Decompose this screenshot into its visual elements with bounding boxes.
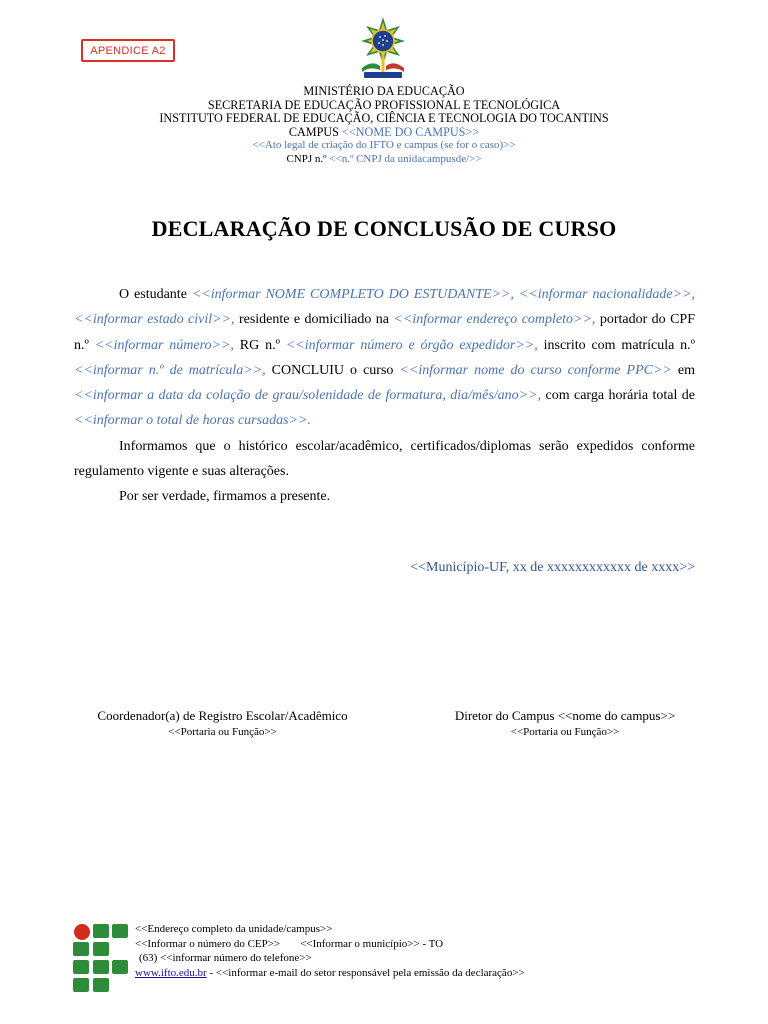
ministry-line: MINISTÉRIO DA EDUCAÇÃO <box>303 84 465 98</box>
ato-legal-line: <<Ato legal de criação do IFTO e campus (se for o caso)>> <box>252 139 516 152</box>
signature-coordinator-title: Coordenador(a) de Registro Escolar/Acadêmico <box>97 708 348 723</box>
ifto-logo-icon <box>73 924 129 994</box>
footer-cep-municipio: <<Informar o número do CEP>> <<Informar o município>> - TO <box>135 937 444 950</box>
brazil-coat-of-arms-icon <box>350 16 416 82</box>
signature-director <box>420 708 710 740</box>
appendix-badge: APENDICE A2 <box>81 39 175 62</box>
declaration-body <box>74 282 695 510</box>
signature-coordinator-sub: <<Portaria ou Função>> <box>168 726 277 738</box>
campus-line: CAMPUS <<NOME DO CAMPUS>> <box>288 124 480 139</box>
campus-placeholder: <<NOME DO CAMPUS>> <box>341 124 480 139</box>
footer-address: <<Endereço completo da unidade/campus>> <box>135 923 333 935</box>
cnpj-line: CNPJ n.º <<n.º CNPJ da unidacampusde/>> <box>286 152 482 165</box>
document-title: DECLARAÇÃO DE CONCLUSÃO DE CURSO <box>151 216 617 241</box>
footer-contact <box>135 922 525 980</box>
signature-director-sub: <<Portaria ou Função>> <box>510 726 620 738</box>
institution-header <box>0 85 768 167</box>
footer-web-email: www.ifto.edu.br - <<informar e-mail do setor responsável pela emissão da declaração>> <box>135 966 525 979</box>
secretariat-line: SECRETARIA DE EDUCAÇÃO PROFISSIONAL E TECNOLÓGICA <box>207 97 561 112</box>
signature-director-title: Diretor do Campus <<nome do campus>> <box>454 708 676 723</box>
footer-phone: (63) <<informar número do telefone>> <box>139 952 312 964</box>
paragraph-records: Informamos que o histórico escolar/acadêmico, certificados/diplomas serão expedidos conforme regulamento vigente e suas alterações. <box>74 438 695 480</box>
cnpj-placeholder: <<n.º CNPJ da unidacampusde/>> <box>329 152 482 165</box>
signature-coordinator <box>80 708 365 740</box>
website-link[interactable]: www.ifto.edu.br <box>135 966 207 979</box>
institute-line: INSTITUTO FEDERAL DE EDUCAÇÃO, CIÊNCIA E TECNOLOGIA DO TOCANTINS <box>159 111 609 126</box>
paragraph-student: O estudante <<informar NOME COMPLETO DO ESTUDANTE>>, <<informar nacionalidade>>, <<informar estado civil>>, residente e domiciliado na <<informar endereço completo>>, portador do CPF n.º <<informar número>>, RG n.º <<informar número e órgão expedidor>>, inscrito com matrícula n.º <<informar n.º de matrícula>>, CONCLUIU o curso <<informar nome do curso conforme PPC>> em <<informar a data da colação de grau/solenidade de formatura, dia/mês/ano>>, com carga horária total de <<informar o total de horas cursadas>>. <box>74 287 696 429</box>
date-line: <<Município-UF, xx de xxxxxxxxxxxx de xxxx>> <box>410 560 695 575</box>
paragraph-closing: Por ser verdade, firmamos a presente. <box>119 489 331 505</box>
